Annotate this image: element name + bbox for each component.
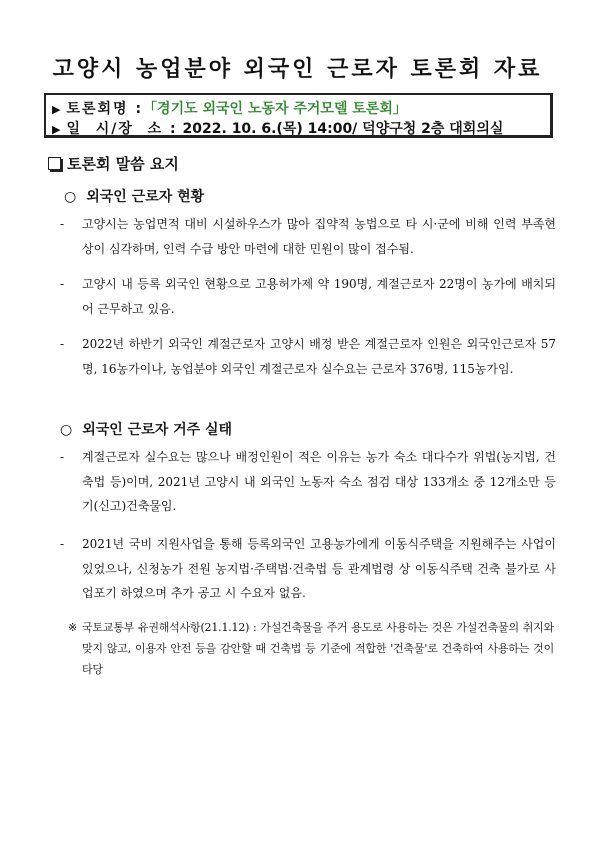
document-title: 고양시 농업분야 외국인 근로자 토론회 자료	[52, 57, 543, 82]
dash-marker: -	[60, 277, 65, 291]
event-datetime-line	[52, 118, 503, 138]
dash-marker: -	[60, 450, 65, 464]
event-name-value: 「경기도 외국인 노동자 주거모델 토론회」	[143, 101, 407, 117]
subheading-housing-text: 외국인 근로자 거주 실태	[82, 422, 233, 438]
dash-marker: -	[60, 217, 65, 231]
legal-note-text: 국토교통부 유권해석사항(21.1.12) : 가설건축물을 주거 용도로 사용하는 것은 가설건축물의 취지와 맞지 않고, 이용자 안전 등을 감안할 때 건축법 등 기준에 적합한 '건축물'로 건축하여 사용하는 것이 타당	[82, 621, 554, 676]
circle-bullet-icon: ○	[64, 189, 77, 205]
list-item-text: 고양시 내 등록 외국인 현황으로 고용허가제 약 190명, 계절근로자 22명이 농가에 배치되어 근무하고 있음.	[82, 277, 556, 316]
list-item	[60, 445, 556, 519]
subheading-housing	[60, 419, 232, 439]
list-item	[60, 272, 556, 321]
triangle-marker-icon: ▶	[52, 103, 61, 116]
subheading-status	[64, 186, 204, 206]
event-name-line	[52, 98, 407, 118]
reference-mark: ※	[68, 621, 78, 634]
list-item-text: 계절근로자 실수요는 많으나 배정인원이 적은 이유는 농가 숙소 대다수가 위법(농지법, 건축법 등)이며, 2021년 고양시 내 외국인 노동자 숙소 점검 대상 133개소 중 12개소만 등기(신고)건축물임.	[82, 450, 556, 513]
section-heading	[48, 153, 179, 174]
triangle-marker-icon: ▶	[52, 123, 61, 136]
section-heading-text: 토론회 말씀 요지	[67, 155, 179, 173]
subheading-status-text: 외국인 근로자 현황	[86, 189, 205, 205]
checkbox-icon	[48, 157, 61, 170]
event-info-box	[44, 93, 553, 138]
list-item-text: 고양시는 농업면적 대비 시설하우스가 많아 집약적 농법으로 타 시·군에 비해 인력 부족현상이 심각하며, 인력 수급 방안 마련에 대한 민원이 많이 접수됨.	[82, 217, 556, 256]
event-datetime-value: 2022. 10. 6.(목) 14:00/ 덕양구청 2층 대회의실	[182, 121, 504, 137]
dash-marker: -	[60, 337, 65, 351]
list-item-text: 2022년 하반기 외국인 계절근로자 고양시 배정 받은 계절근로자 인원은 외국인근로자 57명, 16농가이나, 농업분야 외국인 계절근로자 실수요는 근로자 376명, 115농가임.	[82, 337, 556, 376]
legal-note	[68, 617, 554, 680]
circle-bullet-icon: ○	[60, 422, 73, 438]
list-item	[60, 332, 556, 381]
list-item-text: 2021년 국비 지원사업을 통해 등록외국인 고용농가에게 이동식주택을 지원해주는 사업이 있었으나, 신청농가 전원 농지법·주택법·건축법 등 관계법령 상 이동식주택 건축 불가로 사업포기 하였으며 추가 공고 시 수요자 없음.	[82, 537, 556, 600]
event-name-label: 토론회명 :	[66, 101, 144, 117]
list-item	[60, 212, 556, 261]
list-item	[60, 532, 556, 606]
event-datetime-label: 일 시/장 소 :	[66, 121, 178, 137]
dash-marker: -	[60, 537, 65, 551]
